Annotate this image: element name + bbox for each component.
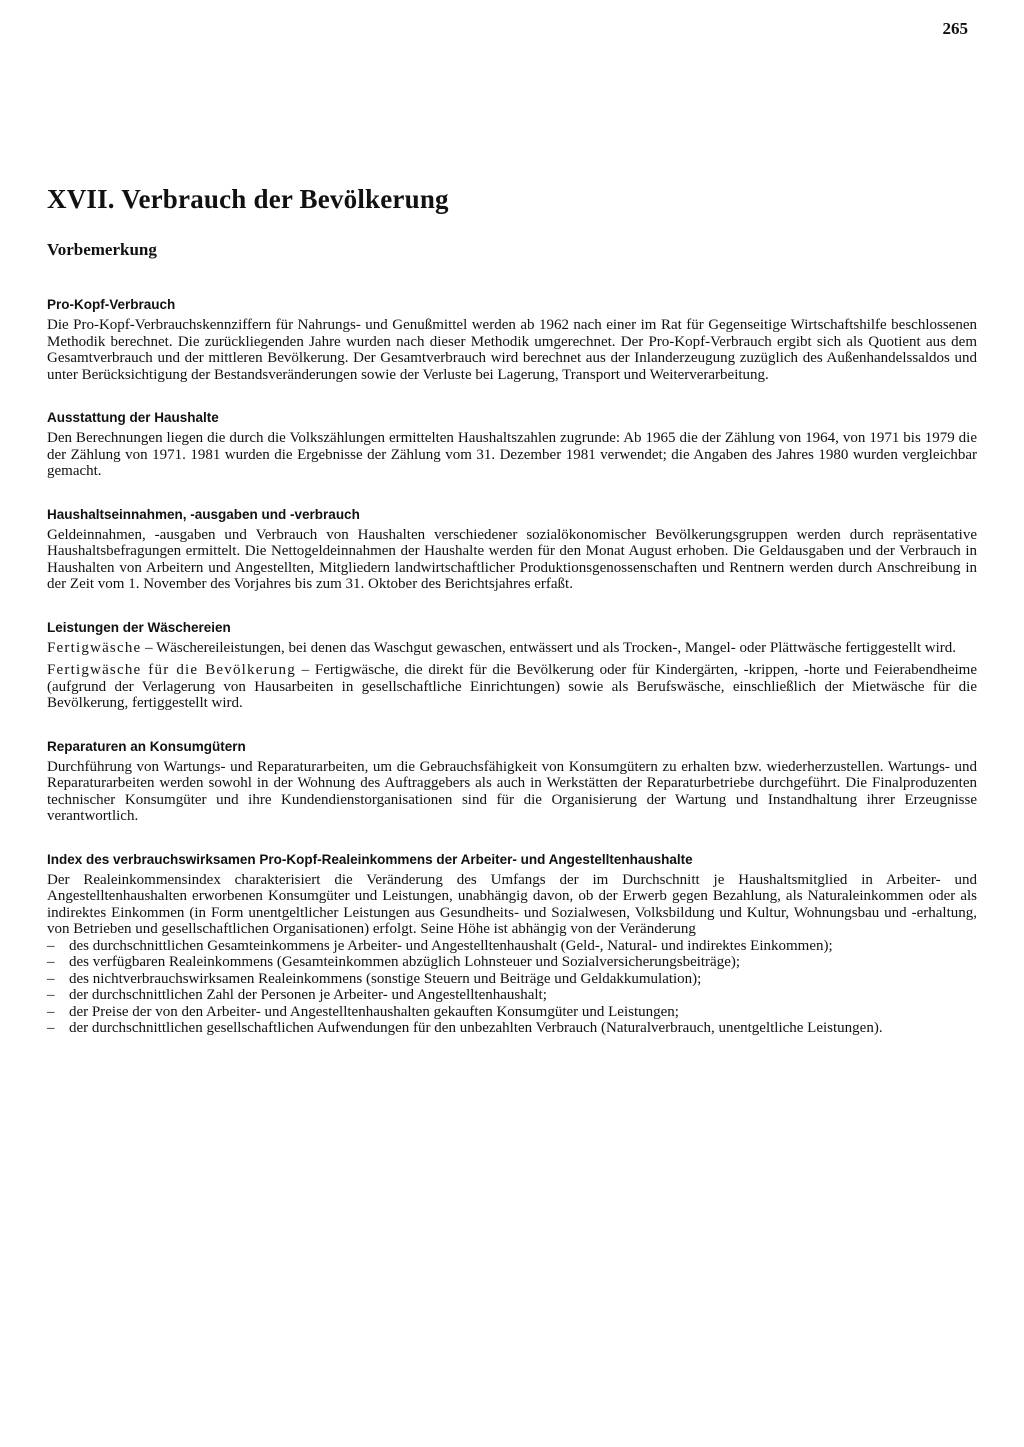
section-heading: Pro-Kopf-Verbrauch xyxy=(47,297,176,312)
section-paragraph: Geldeinnahmen, -ausgaben und Verbrauch von Haushalten verschiedener sozialökonomischer Bevölkerungsgruppen werden durch repräsentative Haushaltsbefragungen ermittelt. Die Nettogeldeinnahmen der Haushalte werden für den Monat August erhoben. Die Geldausgaben und der Verbrauch in Haushalten von Arbeitern und Angestellten, Mitgliedern landwirtschaftlicher Produktionsgenossenschaften und Rentnern werden durch Anschreibung in der Zeit vom 1. November des Vorjahres bis zum 31. Oktober des Berichtsjahres erfaßt. xyxy=(47,526,977,592)
list-item xyxy=(47,971,977,988)
section-paragraph: Durchführung von Wartungs- und Reparaturarbeiten, um die Gebrauchsfähigkeit von Konsumgütern zu erhalten bzw. wiederherzustellen. Wartungs- und Reparaturarbeiten werden sowohl in der Wohnung des Auftraggebers als auch in Werkstätten der Reparaturbetriebe durchgeführt. Die Finalproduzenten technischer Konsumgüter und ihre Kundendienstorganisationen sind für die Organisierung der Wartung und Instandhaltung ihrer Erzeugnisse verantwortlich. xyxy=(47,758,977,824)
definition-paragraph xyxy=(47,640,977,657)
page-number: 265 xyxy=(942,19,968,38)
definition-paragraph xyxy=(47,662,977,712)
section-subtitle: Vorbemerkung xyxy=(47,240,157,259)
section-paragraph: Den Berechnungen liegen die durch die Volkszählungen ermittelten Haushaltszahlen zugrunde: Ab 1965 die der Zählung von 1964, von 1971 bis 1979 die der Zählung von 1971. 1981 wurden die Ergebnisse der Zählung vom 31. Dezember 1981 verwendet; die Angaben des Jahres 1980 wurden vergleichbar gemacht. xyxy=(47,430,977,479)
section-paragraph: Der Realeinkommensindex charakterisiert die Veränderung des Umfangs der im Durchschnitt je Haushaltsmitglied in Arbeiter- und Angestelltenhaushalten erworbenen Konsumgüter und Leistungen, unabhängig davon, ob der Erwerb gegen Bezahlung, als Naturaleinkommen oder als indirektes Einkommen (in Form unentgeltlicher Leistungen aus Gesundheits- und Sozialwesen, Volksbildung und Kultur, Wohnungsbau und -erhaltung, von Betrieben und gesellschaftlichen Organisationen) erfolgt. Seine Höhe ist abhängig von der Veränderung xyxy=(47,871,977,937)
dash-marker: – xyxy=(47,1003,55,1020)
section-heading: Ausstattung der Haushalte xyxy=(47,410,219,425)
list-item xyxy=(47,954,977,971)
section-haushaltseinnahmen xyxy=(47,506,977,593)
list-item xyxy=(47,987,977,1004)
list-item-text: des verfügbaren Realeinkommens (Gesamteinkommen abzüglich Lohnsteuer und Sozialversicherungsbeiträge); xyxy=(69,954,741,970)
dash-marker: – xyxy=(47,987,55,1003)
list-item xyxy=(47,1020,977,1037)
section-heading: Reparaturen an Konsumgütern xyxy=(47,738,246,754)
section-realeinkommensindex xyxy=(47,851,977,1037)
section-heading: Leistungen der Wäschereien xyxy=(47,619,231,635)
section-heading: Index des verbrauchswirksamen Pro-Kopf-Realeinkommens der Arbeiter- und Angestelltenhaushalte xyxy=(47,851,693,867)
list-item-text: des durchschnittlichen Gesamteinkommens je Arbeiter- und Angestelltenhaushalt (Geld-, Natural- und indirektes Einkommen); xyxy=(69,937,833,954)
list-item xyxy=(47,938,977,955)
dash-marker: – xyxy=(47,970,55,987)
dash-list xyxy=(47,938,977,1037)
list-item-text: der durchschnittlichen gesellschaftlichen Aufwendungen für den unbezahlten Verbrauch (Naturalverbrauch, unentgeltliche Leistungen). xyxy=(69,1020,883,1036)
chapter-title: XVII. Verbrauch der Bevölkerung xyxy=(47,184,449,214)
defined-term: Fertigwäsche xyxy=(47,639,142,656)
section-ausstattung-haushalte xyxy=(47,409,977,480)
document-body xyxy=(47,296,977,1063)
list-item-text: der Preise der von den Arbeiter- und Angestelltenhaushalten gekauften Konsumgüter und Leistungen; xyxy=(69,1003,679,1020)
list-item xyxy=(47,1004,977,1021)
section-paragraph: Die Pro-Kopf-Verbrauchskennziffern für Nahrungs- und Genußmittel werden ab 1962 nach einer im Rat für Gegenseitige Wirtschaftshilfe beschlossenen Methodik berechnet. Die zurückliegenden Jahre wurden nach dieser Methodik umgerechnet. Der Pro-Kopf-Verbrauch ergibt sich als Quotient aus dem Gesamtverbrauch und der mittleren Bevölkerung. Der Gesamtverbrauch wird berechnet aus der Inlanderzeugung zuzüglich des Außenhandelssaldos und unter Berücksichtigung der Bestandsveränderungen sowie der Verluste bei Lagerung, Transport und Weiterverarbeitung. xyxy=(47,317,977,383)
dash-marker: – xyxy=(47,1020,55,1036)
dash-marker: – xyxy=(47,954,55,970)
section-waeschereien xyxy=(47,619,977,712)
definition-text: – Fertigwäsche, die direkt für die Bevölkerung oder für Kindergärten, -krippen, -horte und Feierabendheime (aufgrund der Verlagerung von Hausarbeiten in gesellschaftliche Einrichtungen) sowie als Berufswäsche, einschließlich der Mietwäsche für die Bevölkerung, fertiggestellt wird. xyxy=(47,662,977,711)
section-pro-kopf-verbrauch xyxy=(47,296,977,383)
defined-term: Fertigwäsche für die Bevölkerung xyxy=(47,662,296,678)
list-item-text: des nichtverbrauchswirksamen Realeinkommens (sonstige Steuern und Beiträge und Geldakkumulation); xyxy=(69,970,702,987)
dash-marker: – xyxy=(47,937,55,954)
section-heading: Haushaltseinnahmen, -ausgaben und -verbrauch xyxy=(47,506,360,522)
definition-text: – Wäschereileistungen, bei denen das Waschgut gewaschen, entwässert und als Trocken-, Mangel- oder Plättwäsche fertiggestellt wird. xyxy=(141,639,957,656)
section-reparaturen xyxy=(47,738,977,825)
list-item-text: der durchschnittlichen Zahl der Personen je Arbeiter- und Angestelltenhaushalt; xyxy=(69,987,547,1003)
